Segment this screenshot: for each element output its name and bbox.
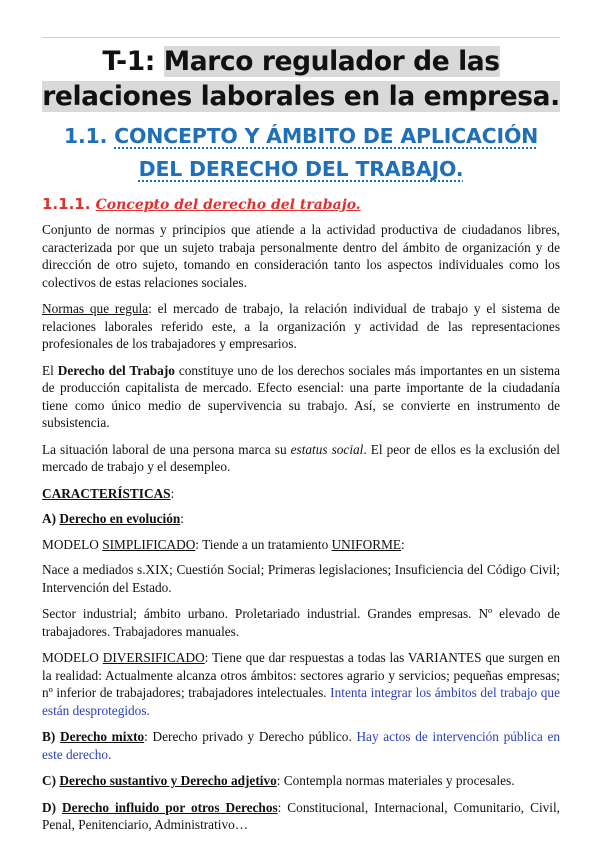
p3-pre: El: [42, 362, 58, 378]
paragraph-sector: Sector industrial; ámbito urbano. Proletariado industrial. Grandes empresas. Nº elevado de trabajadores. Trabajadores manuales.: [42, 606, 560, 639]
caracteristicas-label: CARACTERÍSTICAS: [42, 485, 171, 501]
item-c: [42, 772, 560, 790]
item-c-label: Derecho sustantivo y Derecho adjetivo: [59, 773, 277, 788]
subsection-title: Concepto del derecho del trabajo.: [95, 197, 361, 213]
p4-pre: La situación laboral de una persona marca su: [42, 441, 291, 457]
div-pre: MODELO: [42, 650, 103, 665]
div-text: : Tiene que dar respuestas a todas las VARIANTES que surgen en la realidad: Actualmente alcanza otros ámbitos: sectores agrario y servicios; pequeñas empresas; nº inferior de trabajadores; trabajadores intelectuales.: [42, 650, 560, 700]
section-title-line1: CONCEPTO Y ÁMBITO DE APLICACIÓN: [114, 124, 539, 148]
item-a-label: Derecho en evolución: [59, 511, 181, 526]
simpl-uniforme: UNIFORME: [331, 536, 402, 552]
item-a-prefix: A): [42, 511, 60, 526]
item-b-prefix: B): [42, 729, 60, 744]
item-b-blue-note: Hay actos de intervención pública en este derecho.: [42, 729, 560, 762]
item-d-ellipsis: …: [234, 817, 249, 832]
item-d: [42, 799, 560, 834]
p3-bold: Derecho del Trabajo: [57, 362, 175, 378]
section-heading: [42, 120, 560, 186]
item-c-prefix: C): [42, 773, 60, 788]
modelo-diversificado: [42, 649, 560, 719]
title-line1-highlight: Marco regulador de las: [163, 46, 500, 77]
simpl-pre: MODELO: [42, 536, 103, 552]
p4-italic: estatus social: [290, 441, 364, 457]
paragraph-normas: [42, 300, 560, 353]
p3-text: constituye uno de los derechos sociales más importantes en un sistema de producción capitalista de mercado. Efecto esencial: una parte importante de la ciudadanía tiene como único medio de supervivencia su trabajo. Así, se convierte en instrumento de subsistencia.: [42, 362, 560, 430]
paragraph-definition: Conjunto de normas y principios que atiende a la actividad productiva de ciudadanos libres, caracterizada por que un sujeto trabaja personalmente dentro del ámbito de organización y de dirección de otro sujeto, tomando en consideración tanto los aspectos individuales como los colectivos de estas relaciones sociales.: [42, 222, 560, 290]
item-b: [42, 728, 560, 763]
top-rule: [42, 37, 560, 38]
item-a: [42, 510, 560, 528]
paragraph-derecho-trabajo: [42, 362, 560, 432]
div-blue-note: Intenta integrar los ámbitos del trabajo que están desprotegidos.: [42, 685, 560, 718]
normas-text: : el mercado de trabajo, la relación individual de trabajo y el sistema de relaciones laborales referido este, a la organización y actividad de las representaciones profesionales de los trabajadores y empresarios.: [42, 301, 560, 351]
simpl-mid: : Tiende a un tratamiento: [195, 536, 332, 552]
normas-label: Normas que regula: [42, 301, 149, 316]
item-c-text: : Contempla normas materiales y procesales.: [276, 773, 515, 788]
item-d-prefix: D): [42, 799, 62, 815]
modelo-simplificado: [42, 536, 560, 554]
caracteristicas-colon: :: [170, 485, 175, 501]
p4-post: . El peor de ellos es la exclusión del mercado de trabajo y el desempleo.: [42, 441, 560, 474]
section-title-line2: DEL DERECHO DEL TRABAJO.: [138, 157, 464, 181]
document-title: [42, 44, 560, 114]
item-b-text: : Derecho privado y Derecho público.: [144, 729, 357, 744]
item-d-text: : Constitucional, Internacional, Comunitario, Civil, Penal, Penitenciario, Administrativo: [42, 799, 561, 832]
simpl-colon: :: [401, 536, 405, 552]
title-line2-highlight: relaciones laborales en la empresa.: [42, 81, 560, 112]
title-prefix: T-1:: [102, 46, 164, 77]
caracteristicas-heading: [42, 485, 560, 503]
subsection-number: 1.1.1.: [42, 195, 96, 213]
paragraph-situacion: [42, 441, 560, 476]
item-b-label: Derecho mixto: [59, 729, 145, 744]
paragraph-nace: Nace a mediados s.XIX; Cuestión Social; Primeras legislaciones; Insuficiencia del Código Civil; Intervención del Estado.: [42, 562, 560, 595]
section-number: 1.1.: [63, 124, 115, 148]
item-d-label: Derecho influido por otros Derechos: [62, 799, 278, 815]
simpl-label: SIMPLIFICADO: [102, 536, 196, 552]
item-a-colon: :: [180, 511, 184, 526]
subsection-heading: [42, 194, 560, 215]
div-label: DIVERSIFICADO: [102, 650, 205, 665]
document-page: [42, 44, 560, 843]
